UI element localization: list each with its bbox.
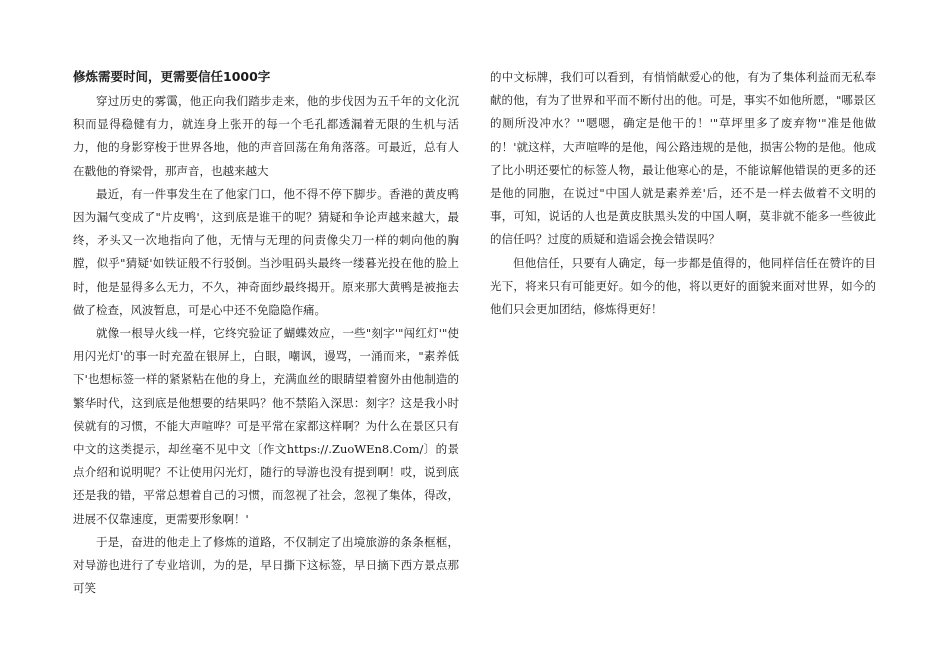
paragraph-2: 最近，有一件事发生在了他家门口，他不得不停下脚步。香港的黄皮鸭因为漏气变成了"片皮鸭'，这到底是谁干的呢？猜疑和争论声越来越大，最终，矛头又一次地指向了他，无情与无理的问责像尖刀一样的刺向他的胸膛，似乎"猜疑'如铁证般不行驳倒。当沙咀码头最终一缕暮光投在他的脸上时，他是显得多么无力，不久，神奇面纱最终揭开。原来那大黄鸭是被拖去做了检查，风波暂息，可是心中还不免隐隐作痛。 bbox=[73, 186, 459, 317]
paragraph-1: 穿过历史的雾霭，他正向我们踏步走来，他的步伐因为五千年的文化沉积而显得稳健有力，就连身上张开的每一个毛孔都透漏着无限的生机与活力，他的身影穿梭于世界各地，他的声音回荡在角角落落。可最近，总有人在戳他的脊梁骨，那声音，也越来越大 bbox=[73, 94, 459, 178]
paragraph-5: 但他信任，只要有人确定，每一步都是值得的，他同样信任在赞许的目光下，将来只有可能更好。如今的他，将以更好的面貌来面对世界，如今的他们只会更加团结，修炼得更好！ bbox=[490, 255, 876, 317]
paragraph-4-continued: 的中文标牌，我们可以看到，有悄悄献爱心的他，有为了集体利益而无私奉献的他，有为了世界和平而不断付出的他。可是，事实不如他所愿，"哪景区的厕所没冲水？'"嗯嗯，确定是他干的！'"草坪里多了废弃物'"准是他做的！'就这样，大声喧哗的是他，闯公路违规的是他，损害公物的是他。他成了比小明还要忙的标签人物，最让他寒心的是，不能谅解他错误的更多的还是他的同胞，在说过"中国人就是素养差'后，还不是一样去做着不文明的事，可知，说话的人也是黄皮肤黑头发的中国人啊，莫非就不能多一些彼此的信任吗？过度的质疑和造谣会挽会错误吗？ bbox=[490, 70, 876, 247]
paragraph-3: 就像一根导火线一样，它终究验证了蝴蝶效应，一些"刻字'"闯红灯'"使用闪光灯'的事一时充盈在银屏上，白眼，嘲讽，谩骂，一涌而来，"素养低下'也想标签一样的紧紧粘在他的身上，充满血丝的眼睛望着窗外由他制造的繁华时代，这到底是他想要的结果吗？他不禁陷入深思：刻字？这是我小时侯就有的习惯，不能大声喧哗？可是平常在家都这样啊？为什么在景区只有中文的这类提示，却丝毫不见中文〔作文https://.ZuoWEn8.Com/〕的景点介绍和说明呢？不让使用闪光灯，随行的导游也没有提到啊！哎，说到底还是我的错，平常总想着自己的习惯，而忽视了社会，忽视了集体，得改，进展不仅靠速度，更需要形象啊！' bbox=[73, 326, 459, 526]
right-column bbox=[490, 66, 876, 321]
left-column bbox=[73, 66, 459, 600]
paragraph-4: 于是，奋进的他走上了修炼的道路，不仅制定了出境旅游的条条框框，对导游也进行了专业培训，为的是，早日撕下这标签，早日摘下西方景点那可笑 bbox=[73, 534, 459, 596]
document-title: 修炼需要时间，更需要信任1000字 bbox=[73, 69, 271, 84]
